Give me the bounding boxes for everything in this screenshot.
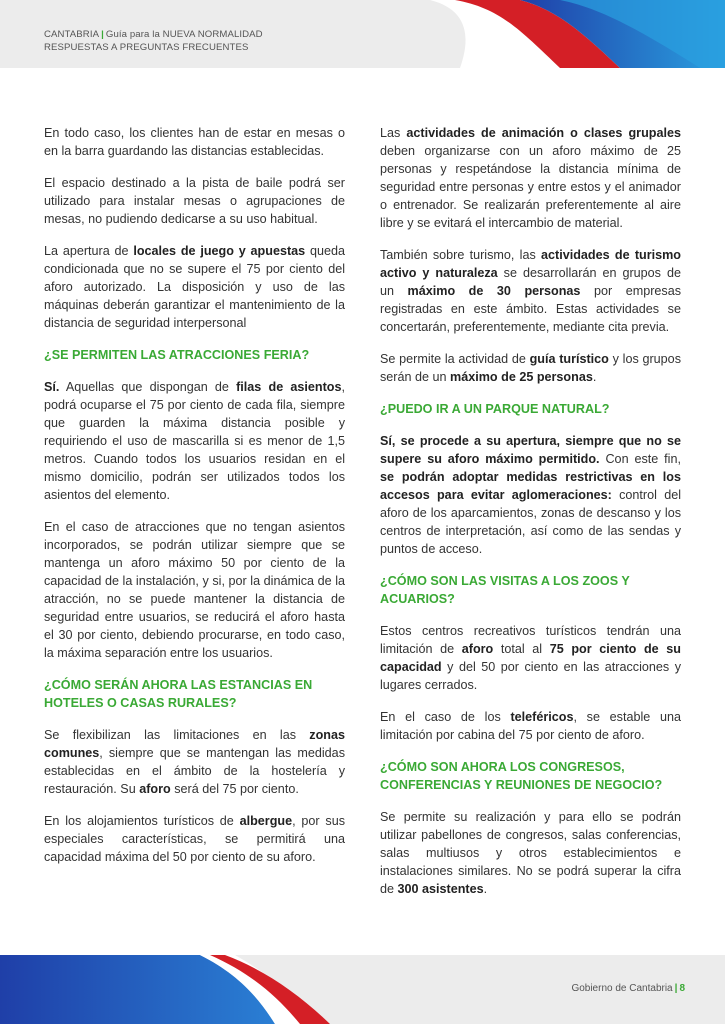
text-run: Se flexibilizan las limitaciones en las [44,728,310,742]
text-run: se desarrollarán en grupos de un [380,266,681,298]
paragraph [44,378,345,504]
paragraph [380,808,681,898]
footer-label [571,983,685,994]
paragraph [380,432,681,558]
bold-text: filas de asientos [236,380,342,394]
bold-text: aforo [461,642,494,656]
text-run: control del aforo de los aparcamientos, zonas de descanso y los centros de interpretación, así como de las sendas y puntos de acceso. [380,488,681,556]
page-number: 8 [679,983,685,994]
bold-text: 300 asistentes [397,882,484,896]
text-run: total al [493,642,550,656]
bold-text: locales de juego y apuestas [133,244,306,258]
section-heading: ¿PUEDO IR A UN PARQUE NATURAL? [380,402,610,416]
right-column [380,124,681,912]
text-run: Estos centros recreativos turísticos tendrán una limitación de [380,624,681,656]
bold-text: Sí. [44,380,60,394]
bold-text: actividades de turismo activo y naturaleza [380,248,682,280]
text-run: La apertura de [44,244,134,258]
text-run: deben organizarse con un aforo máximo de 25 personas y respetándose la distancia mínima de seguridad entre personas y entre estos y el animador o entrenador. Se realizarán preferentemente al aire libre y se evitará el intercambio de material. [380,144,681,230]
section-heading: ¿CÓMO SON AHORA LOS CONGRESOS, CONFERENCIAS Y REUNIONES DE NEGOCIO? [380,760,663,792]
text-run: y los grupos serán de un [380,352,681,384]
section-heading: ¿CÓMO SON LAS VISITAS A LOS ZOOS Y ACUARIOS? [380,574,630,606]
paragraph: El espacio destinado a la pista de baile podrá ser utilizado para instalar mesas o agrupaciones de mesas, no pudiendo dedicarse a su uso habitual. [44,176,345,226]
paragraph [44,726,345,798]
footer-separator: | [674,983,678,994]
text-run: , se estable una limitación por cabina del 75 por ciento de aforo. [380,710,681,742]
text-run: En los alojamientos turísticos de [44,814,240,828]
text-run: Se permite su realización y para ello se podrán utilizar pabellones de congresos, salas conferencias, salas multiusos y otros establecimientos e instalaciones similares. No se podrá superar la cifra de [380,810,681,896]
text-run: . [483,882,488,896]
footer-government: Gobierno de Cantabria [571,983,673,994]
text-run: Las [380,126,407,140]
text-run: Aquellas que dispongan de [59,380,237,394]
paragraph [44,242,345,332]
bold-text: zonas comunes [44,728,345,760]
bold-text: aforo [139,782,171,796]
header-subtitle: RESPUESTAS A PREGUNTAS FRECUENTES [44,42,249,53]
section-heading: ¿SE PERMITEN LAS ATRACCIONES FERIA? [44,348,310,362]
text-run: , por sus especiales características, se permitirá una capacidad máxima del 50 por ciento de su aforo. [44,814,345,864]
paragraph [380,708,681,744]
paragraph [380,622,681,694]
text-run: será del 75 por ciento. [170,782,299,796]
text-run: Se permite la actividad de [380,352,530,366]
bold-text: máximo de 30 personas [407,284,581,298]
paragraph [380,246,681,336]
paragraph: En todo caso, los clientes han de estar en mesas o en la barra guardando las distancias establecidas. [44,126,345,158]
header-title [44,28,263,54]
bold-text: actividades de animación o clases grupales [406,126,681,140]
bold-text: se podrán adoptar medidas restrictivas en los accesos para evitar aglomeraciones: [380,470,681,502]
bold-text: Sí, se procede a su apertura, siempre que no se supere su aforo máximo permitido. [380,434,681,466]
paragraph [44,812,345,866]
text-run: por empresas registradas en este ámbito. Estas actividades se concertarán, preferentemente, mediante cita previa. [380,284,681,334]
header-guide: Guía para la NUEVA NORMALIDAD [105,29,263,40]
text-run: , podrá ocuparse el 75 por ciento de cada fila, siempre que guarden la máxima distancia posible y requiriendo el uso de mascarilla si es menor de 1,5 metros. Cuando todos los usuarios residan en el mismo domicilio, podrán ser utilizados todos los asientos del elemento. [44,380,345,502]
paragraph [380,350,681,386]
paragraph [380,124,681,232]
bold-text: albergue [239,814,293,828]
paragraph: En el caso de atracciones que no tengan asientos incorporados, se podrán utilizar siempre que se mantenga un aforo máximo 50 por ciento de la capacidad de la instalación, y si, por la dinámica de la atracción, no se puede mantener la distancia de seguridad entre usuarios, se reducirá el aforo hasta el 30 por ciento, debiendo procurarse, en todo caso, la máxima separación entre los usuarios. [44,520,345,660]
text-run: En el caso de los [380,710,511,724]
header-separator: | [101,29,104,40]
text-run: y del 50 por ciento en las atracciones y lugares cerrados. [380,660,681,692]
section-heading: ¿CÓMO SERÁN AHORA LAS ESTANCIAS EN HOTELES O CASAS RURALES? [44,678,313,710]
text-run: Con este fin, [599,452,681,466]
text-run: queda condicionada que no se supere el 75 por ciento del aforo autorizado. La disposición y uso de las máquinas deberán garantizar el mantenimiento de la distancia de seguridad interpersonal [44,244,345,330]
text-run: . [592,370,597,384]
bold-text: guía turístico [529,352,609,366]
bold-text: máximo de 25 personas [450,370,593,384]
left-column [44,124,345,880]
bold-text: 75 por ciento de su capacidad [380,642,681,674]
header-brand: CANTABRIA [44,29,100,40]
text-run: También sobre turismo, las [380,248,542,262]
text-run: , siempre que se mantengan las medidas establecidas en el ámbito de la hostelería y restauración. Su [44,746,345,796]
bold-text: teleféricos [510,710,574,724]
